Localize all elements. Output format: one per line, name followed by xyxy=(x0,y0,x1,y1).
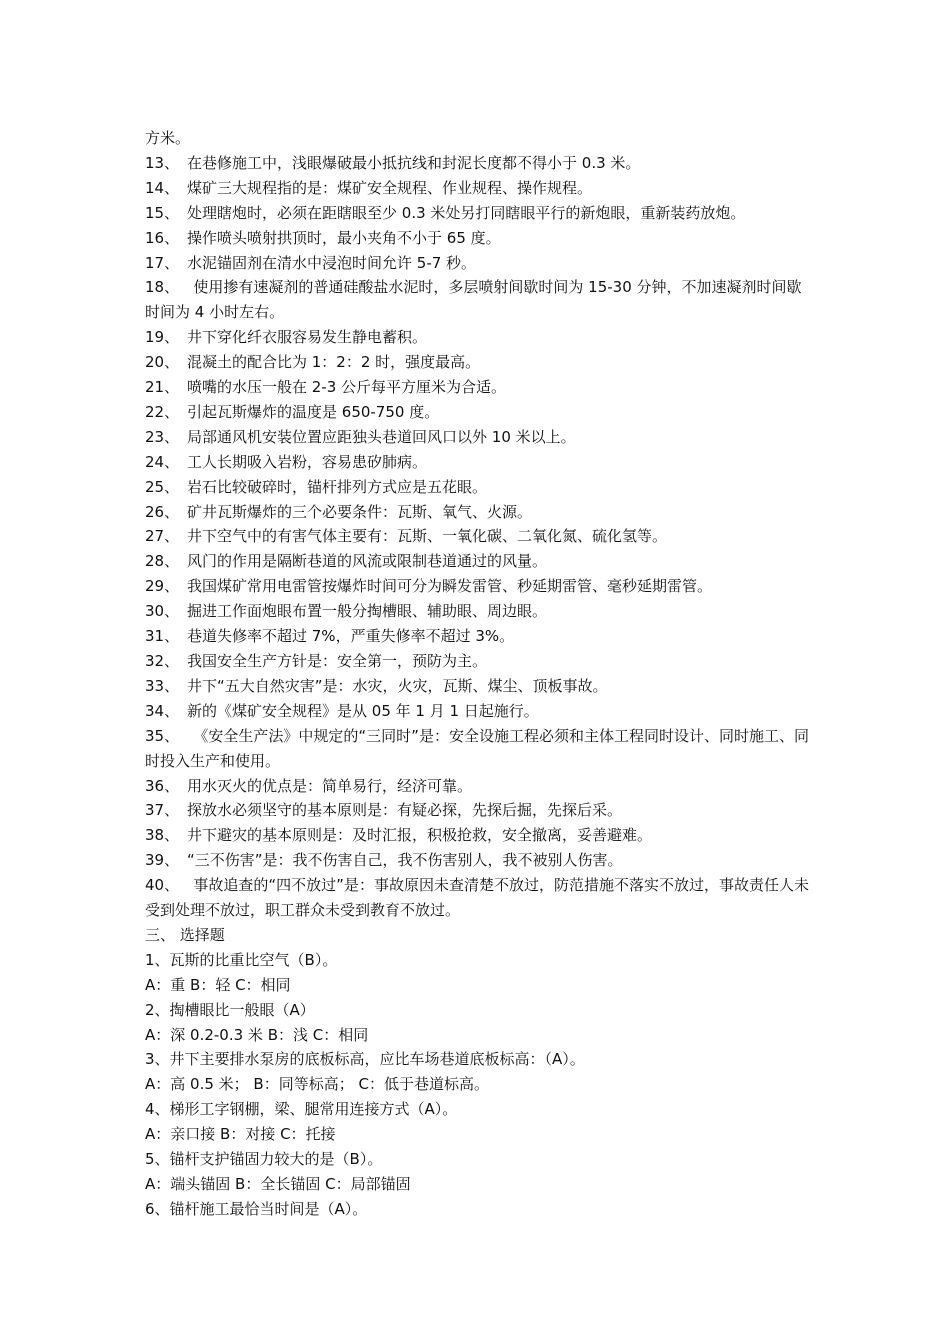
item-text: 风门的作用是隔断巷道的风流或限制巷道通过的风量。 xyxy=(187,552,548,571)
list-item xyxy=(145,649,825,674)
item-number: 24、 xyxy=(145,452,180,471)
list-item xyxy=(145,524,825,549)
item-text: 水泥锚固剂在清水中浸泡时间允许 5-7 秒。 xyxy=(187,253,477,272)
list-item xyxy=(145,400,825,425)
list-item xyxy=(145,226,825,251)
item-text: 引起瓦斯爆炸的温度是 650-750 度。 xyxy=(187,402,440,421)
question-options: A：深 0.2-0.3 米 B：浅 C：相同 xyxy=(145,1025,369,1044)
list-item xyxy=(145,450,825,475)
item-number: 15、 xyxy=(145,203,180,222)
item-number: 35、 xyxy=(145,726,180,745)
item-number: 14、 xyxy=(145,178,180,197)
item-number: 29、 xyxy=(145,577,180,596)
list-item xyxy=(145,350,825,375)
item-number: 21、 xyxy=(145,378,180,397)
list-item xyxy=(145,848,825,873)
list-item xyxy=(145,724,810,774)
item-text: 操作喷头喷射拱顶时，最小夹角不小于 65 度。 xyxy=(187,228,501,247)
item-text: 处理瞎炮时，必须在距瞎眼至少 0.3 米处另打同瞎眼平行的新炮眼，重新装药放炮。 xyxy=(187,203,746,222)
item-text: 使用掺有速凝剂的普通硅酸盐水泥时，多层喷射间歇时间为 15-30 分钟，不加速凝剂时间歇时间为 4 小时左右。 xyxy=(145,278,802,322)
list-item xyxy=(145,774,825,799)
item-text: 工人长期吸入岩粉，容易患矽肺病。 xyxy=(187,452,428,471)
list-item xyxy=(145,425,825,450)
continuation-text: 方米。 xyxy=(145,129,191,147)
list-item xyxy=(145,375,825,400)
item-text: 巷道失修率不超过 7%，严重失修率不超过 3%。 xyxy=(187,627,515,646)
question-text: 3、井下主要排水泵房的底板标高，应比车场巷道底板标高：（A）。 xyxy=(145,1050,585,1069)
item-text: 掘进工作面炮眼布置一般分掏槽眼、辅助眼、周边眼。 xyxy=(187,602,548,621)
question-text: 6、锚杆施工最恰当时间是（A）。 xyxy=(145,1199,368,1218)
question-options: A：高 0.5 米； B：同等标高； C：低于巷道标高。 xyxy=(145,1075,489,1094)
item-text: 井下“五大自然灾害”是：水灾，火灾，瓦斯、煤尘、顶板事故。 xyxy=(187,676,608,695)
list-item xyxy=(145,699,825,724)
list-item xyxy=(145,873,810,923)
list-item xyxy=(145,201,825,226)
list-item xyxy=(145,674,825,699)
item-number: 25、 xyxy=(145,477,180,496)
item-number: 40、 xyxy=(145,876,180,895)
item-number: 32、 xyxy=(145,652,180,671)
question-text: 2、掏槽眼比一般眼（A） xyxy=(145,1000,315,1019)
item-text: 喷嘴的水压一般在 2-3 公斤每平方厘米为合适。 xyxy=(187,378,507,397)
list-item xyxy=(145,500,825,525)
item-number: 31、 xyxy=(145,627,180,646)
question-options: A：重 B：轻 C：相同 xyxy=(145,975,291,994)
list-item xyxy=(145,475,825,500)
question-text: 4、梯形工字钢棚，梁、腿常用连接方式（A）。 xyxy=(145,1100,458,1119)
list-item xyxy=(145,151,825,176)
item-number: 27、 xyxy=(145,527,180,546)
item-text: 我国煤矿常用电雷管按爆炸时间可分为瞬发雷管、秒延期雷管、毫秒延期雷管。 xyxy=(187,577,713,596)
list-item xyxy=(145,251,825,276)
item-text: 我国安全生产方针是：安全第一，预防为主。 xyxy=(187,652,488,671)
item-number: 20、 xyxy=(145,353,180,372)
item-number: 34、 xyxy=(145,701,180,720)
item-text: 探放水必须坚守的基本原则是：有疑必探，先探后掘，先探后采。 xyxy=(187,801,623,820)
list-item xyxy=(145,275,810,325)
item-number: 28、 xyxy=(145,552,180,571)
item-number: 18、 xyxy=(145,278,180,297)
question-options: A：亲口接 B：对接 C：托接 xyxy=(145,1125,336,1144)
item-text: 事故追查的“四不放过”是：事故原因未查清楚不放过，防范措施不落实不放过，事故责任人未受到处理不放过，职工群众未受到教育不放过。 xyxy=(145,876,809,920)
item-text: 井下穿化纤衣服容易发生静电蓄积。 xyxy=(187,328,428,347)
item-number: 13、 xyxy=(145,153,180,172)
item-text: 混凝土的配合比为 1：2：2 时，强度最高。 xyxy=(187,353,481,372)
question-text: 5、锚杆支护锚固力较大的是（B）。 xyxy=(145,1150,383,1168)
item-number: 19、 xyxy=(145,328,180,347)
item-number: 36、 xyxy=(145,776,180,795)
item-text: 新的《煤矿安全规程》是从 05 年 1 月 1 日起施行。 xyxy=(187,701,539,720)
item-number: 30、 xyxy=(145,602,180,621)
item-text: 《安全生产法》中规定的“三同时”是：安全设施工程必须和主体工程同时设计、同时施工、同时投入生产和使用。 xyxy=(145,726,809,770)
item-text: 岩石比较破碎时，锚杆排列方式应是五花眼。 xyxy=(187,477,488,496)
section-heading: 三、 选择题 xyxy=(145,925,225,944)
item-text: 矿井瓦斯爆炸的三个必要条件：瓦斯、氧气、火源。 xyxy=(187,502,533,521)
item-text: 井下避灾的基本原则是：及时汇报，积极抢救，安全撤离，妥善避难。 xyxy=(187,826,653,845)
item-number: 37、 xyxy=(145,801,180,820)
item-number: 39、 xyxy=(145,851,180,870)
list-item xyxy=(145,176,825,201)
question-text: 1、瓦斯的比重比空气（B）。 xyxy=(145,950,338,969)
item-text: 用水灭火的优点是：简单易行，经济可靠。 xyxy=(187,776,473,795)
item-text: “三不伤害”是：我不伤害自己，我不伤害别人，我不被别人伤害。 xyxy=(187,851,623,870)
list-item xyxy=(145,599,825,624)
question-options: A：端头锚固 B：全长锚固 C：局部锚固 xyxy=(145,1174,411,1193)
item-number: 22、 xyxy=(145,402,180,421)
document-body xyxy=(145,126,825,1222)
list-item xyxy=(145,325,825,350)
item-number: 26、 xyxy=(145,502,180,521)
item-number: 33、 xyxy=(145,676,180,695)
item-number: 17、 xyxy=(145,253,180,272)
item-number: 38、 xyxy=(145,826,180,845)
item-number: 23、 xyxy=(145,427,180,446)
list-item xyxy=(145,823,825,848)
item-text: 在巷修施工中，浅眼爆破最小抵抗线和封泥长度都不得小于 0.3 米。 xyxy=(187,153,641,172)
item-number: 16、 xyxy=(145,228,180,247)
list-item xyxy=(145,574,825,599)
item-text: 煤矿三大规程指的是：煤矿安全规程、作业规程、操作规程。 xyxy=(187,178,593,197)
item-text: 局部通风机安装位置应距独头巷道回风口以外 10 米以上。 xyxy=(187,427,576,446)
list-item xyxy=(145,798,825,823)
list-item xyxy=(145,549,825,574)
list-item xyxy=(145,624,825,649)
item-text: 井下空气中的有害气体主要有：瓦斯、一氧化碳、二氧化氮、硫化氢等。 xyxy=(187,527,668,546)
